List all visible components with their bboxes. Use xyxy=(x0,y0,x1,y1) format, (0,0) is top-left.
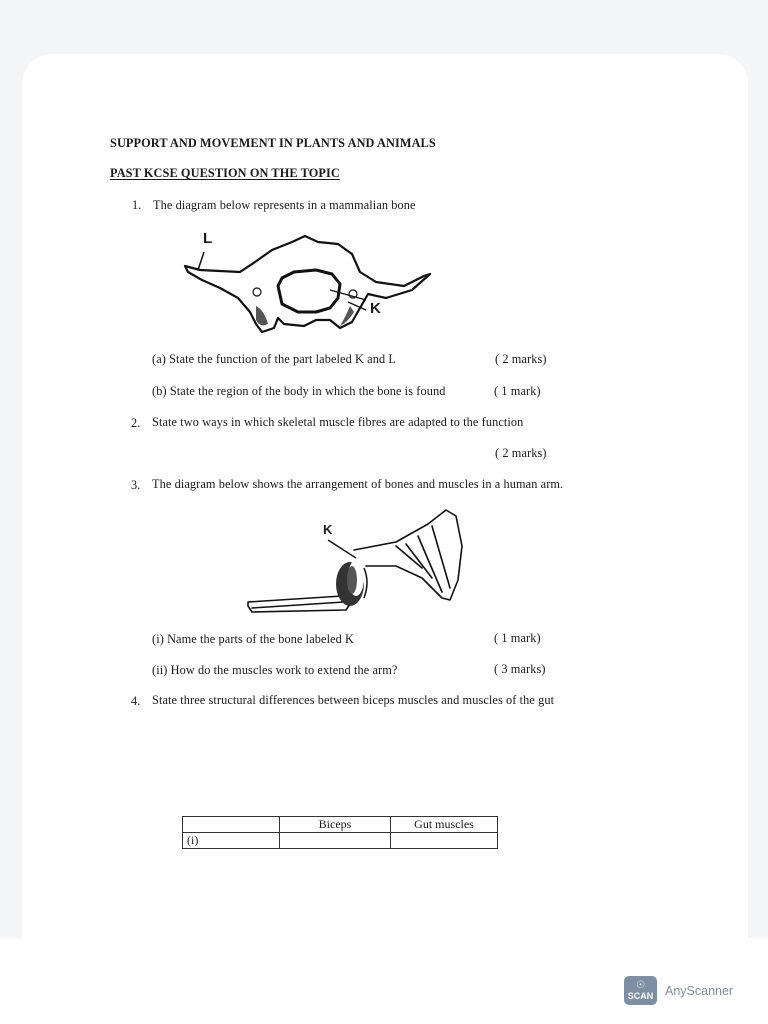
q3ii-marks: ( 3 marks) xyxy=(494,662,546,676)
page-subtitle: PAST KCSE QUESTION ON THE TOPIC xyxy=(110,166,340,180)
document-page xyxy=(22,54,748,938)
q2-text: State two ways in which skeletal muscle fibres are adapted to the function xyxy=(152,415,524,429)
q3ii-text: (ii) How do the muscles work to extend the arm? xyxy=(152,663,398,677)
q2-number: 2. xyxy=(131,416,141,430)
q1-number: 1. xyxy=(132,198,142,212)
table-row xyxy=(183,833,498,849)
diagram1-label-k: K xyxy=(370,300,381,317)
scanner-icon: ☉ SCAN xyxy=(624,976,657,1005)
table-cell xyxy=(280,833,391,849)
q1b-text: (b) State the region of the body in which the bone is found xyxy=(152,384,446,398)
q1-text: The diagram below represents in a mammalian bone xyxy=(153,198,416,212)
q3-number: 3. xyxy=(131,478,141,492)
q1b-marks: ( 1 mark) xyxy=(494,384,541,398)
q4-text: State three structural differences between biceps muscles and muscles of the gut xyxy=(152,693,555,707)
diagram2-label-k: K xyxy=(323,522,333,537)
app-brand xyxy=(624,976,733,1005)
diagram1-label-l: L xyxy=(203,230,213,247)
q1a-text: (a) State the function of the part labeled K and L xyxy=(152,352,397,366)
table-cell xyxy=(391,833,498,849)
mammalian-bone-diagram xyxy=(180,228,440,338)
arm-bones-diagram xyxy=(246,506,466,618)
page-title: SUPPORT AND MOVEMENT IN PLANTS AND ANIMALS xyxy=(110,136,436,150)
table-header-cell: Gut muscles xyxy=(391,817,498,833)
app-name: AnyScanner xyxy=(665,983,734,998)
table-header-cell xyxy=(183,817,280,833)
q3i-marks: ( 1 mark) xyxy=(494,631,541,645)
table-header-cell: Biceps xyxy=(280,817,391,833)
q3i-text: (i) Name the parts of the bone labeled K xyxy=(152,632,355,646)
q3-text: The diagram below shows the arrangement of bones and muscles in a human arm. xyxy=(152,477,564,491)
comparison-table xyxy=(182,816,498,849)
q4-number: 4. xyxy=(131,694,141,708)
table-cell: (i) xyxy=(183,833,280,849)
q1a-marks: ( 2 marks) xyxy=(495,352,547,366)
q2-marks: ( 2 marks) xyxy=(495,446,547,460)
table-header-row xyxy=(183,817,498,833)
